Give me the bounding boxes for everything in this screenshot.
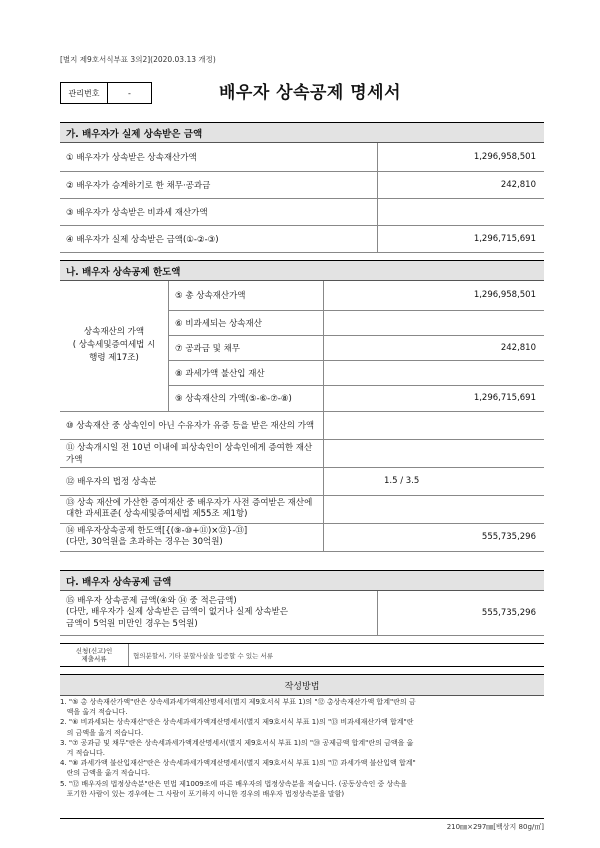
row-label: ② 배우자가 승계하기로 한 채무·공과금 — [60, 171, 378, 198]
paper-size-note: 210㎜×297㎜[백상지 80g/㎡] — [446, 823, 544, 831]
attachment-box — [60, 643, 544, 667]
section-c-table — [60, 591, 544, 636]
row-value — [324, 310, 545, 335]
attachment-value: 협의분할서, 기타 분할사실을 입증할 수 있는 서류 — [133, 651, 274, 660]
instruction-line: 2. "⑥ 비과세되는 상속재산"란은 상속세과세가액계산명세서(별지 제9호서식 부표 1)의 "⑬ 비과세재산가액 합계"란 — [60, 718, 414, 727]
page-title: 배우자 상속공제 명세서 — [218, 83, 402, 103]
row-label: ⑩ 상속재산 중 상속인이 아닌 수유자가 유증 등을 받은 재산의 가액 — [60, 411, 324, 439]
table-row — [60, 225, 544, 252]
table-row — [60, 143, 544, 171]
row-value — [324, 495, 545, 523]
attachment-label: 신청(신고)인 제출서류 — [60, 644, 129, 666]
row-value: 242,810 — [324, 335, 545, 360]
instruction-line: 3. "⑦ 공과금 및 채무"란은 상속세과세가액계산명세서(별지 제9호서식 부표 1)의 "⑳ 공제금액 합계"란의 금액을 옮 — [60, 738, 414, 747]
row-value: 1,296,958,501 — [378, 143, 545, 171]
row-value — [324, 411, 545, 439]
table-row — [60, 411, 544, 439]
instruction-line: 액을 옮겨 적습니다. — [60, 708, 128, 717]
row-value: 1,296,715,691 — [324, 385, 545, 411]
table-row — [60, 198, 544, 225]
row-label: ④ 배우자가 실제 상속받은 금액(①-②-③) — [60, 225, 378, 252]
table-row — [60, 281, 544, 310]
bottom-rule — [60, 818, 544, 819]
management-number-value: - — [128, 88, 131, 98]
section-a-title: 가. 배우자가 실제 상속받은 금액 — [60, 123, 544, 143]
row-label: ⑬ 상속 재산에 가산한 증여재산 중 배우자가 사전 증여받은 재산에 대한 과세표준( 상속세및증여세법 제55조 제1항) — [60, 495, 324, 523]
row-label: ⑦ 공과금 및 채무 — [169, 335, 324, 360]
row-label: ① 배우자가 상속받은 상속재산가액 — [60, 143, 378, 171]
row-label: ⑭ 배우자상속공제 한도액[{(⑨-⑩+⑪)×⑫}-⑬] (다만, 30억원을 초과하는 경우는 30억원) — [60, 523, 324, 551]
row-label: ③ 배우자가 상속받은 비과세 재산가액 — [60, 198, 378, 225]
section-b-table — [60, 281, 544, 552]
row-label: ⑮ 배우자 상속공제 금액(④와 ⑭ 중 적은금액) (다만, 배우자가 실제 상속받은 금액이 없거나 실제 상속받은 금액이 5억원 미만인 경우는 5억원) — [60, 591, 378, 635]
merged-label: 상속재산의 가액 ( 상속세및증여세법 시 행령 제17조) — [60, 281, 169, 411]
row-label: ⑧ 과세가액 불산입 재산 — [169, 360, 324, 385]
row-value: 242,810 — [378, 171, 545, 198]
row-label: ⑤ 총 상속재산가액 — [169, 281, 324, 310]
row-value — [324, 439, 545, 467]
row-value: 1,296,958,501 — [324, 281, 545, 310]
row-value: 1.5 / 3.5 — [324, 467, 545, 495]
instruction-line: 란의 금액을 옮겨 적습니다. — [60, 769, 150, 778]
instruction-line: 의 금액을 옮겨 적습니다. — [60, 728, 144, 737]
instruction-line: 4. "⑧ 과세가액 불산입재산"란은 상속세과세가액계산명세서(별지 제9호서식 부표 1)의 "⑰ 과세가액 불산입액 합계" — [60, 759, 416, 768]
row-label: ⑫ 배우자의 법정 상속분 — [60, 467, 324, 495]
table-row — [60, 467, 544, 495]
instruction-line: 겨 적습니다. — [60, 749, 105, 758]
instruction-line: 포기한 사람이 있는 경우에는 그 사람이 포기하지 아니한 경우의 배우자 법정상속분을 말함) — [60, 789, 345, 798]
table-row — [60, 591, 544, 635]
section-b-title: 나. 배우자 상속공제 한도액 — [60, 261, 544, 281]
form-header-note: [별지 제9호서식부표 3의2](2020.03.13 개정) — [60, 55, 216, 64]
row-value — [324, 360, 545, 385]
management-number-label: 관리번호 — [61, 83, 108, 103]
instructions-body — [60, 697, 544, 799]
row-label: ⑪ 상속개시일 전 10년 이내에 피상속인이 상속인에게 증여한 재산가액 — [60, 439, 324, 467]
table-row — [60, 439, 544, 467]
table-row — [60, 171, 544, 198]
section-a-table — [60, 143, 544, 253]
section-c-title: 다. 배우자 상속공제 금액 — [60, 571, 544, 591]
row-value — [378, 198, 545, 225]
row-label: ⑨ 상속재산의 가액(⑤-⑥-⑦-⑧) — [169, 385, 324, 411]
row-value: 1,296,715,691 — [378, 225, 545, 252]
instruction-line: 1. "⑤ 총 상속재산가액"란은 상속세과세가액계산명세서(별지 제9호서식 부표 1)의 "⑫ 총상속재산가액 합계"란의 금 — [60, 698, 416, 706]
instruction-line: 5. "⑫ 배우자의 법정상속분"란은 민법 제1009조에 따른 배우자의 법정상속분을 적습니다. (공동상속인 중 상속을 — [60, 779, 407, 788]
instructions-title: 작성방법 — [60, 674, 544, 696]
table-row — [60, 495, 544, 523]
table-row — [60, 523, 544, 551]
row-value: 555,735,296 — [324, 523, 545, 551]
row-label: ⑥ 비과세되는 상속재산 — [169, 310, 324, 335]
row-value: 555,735,296 — [378, 591, 545, 635]
